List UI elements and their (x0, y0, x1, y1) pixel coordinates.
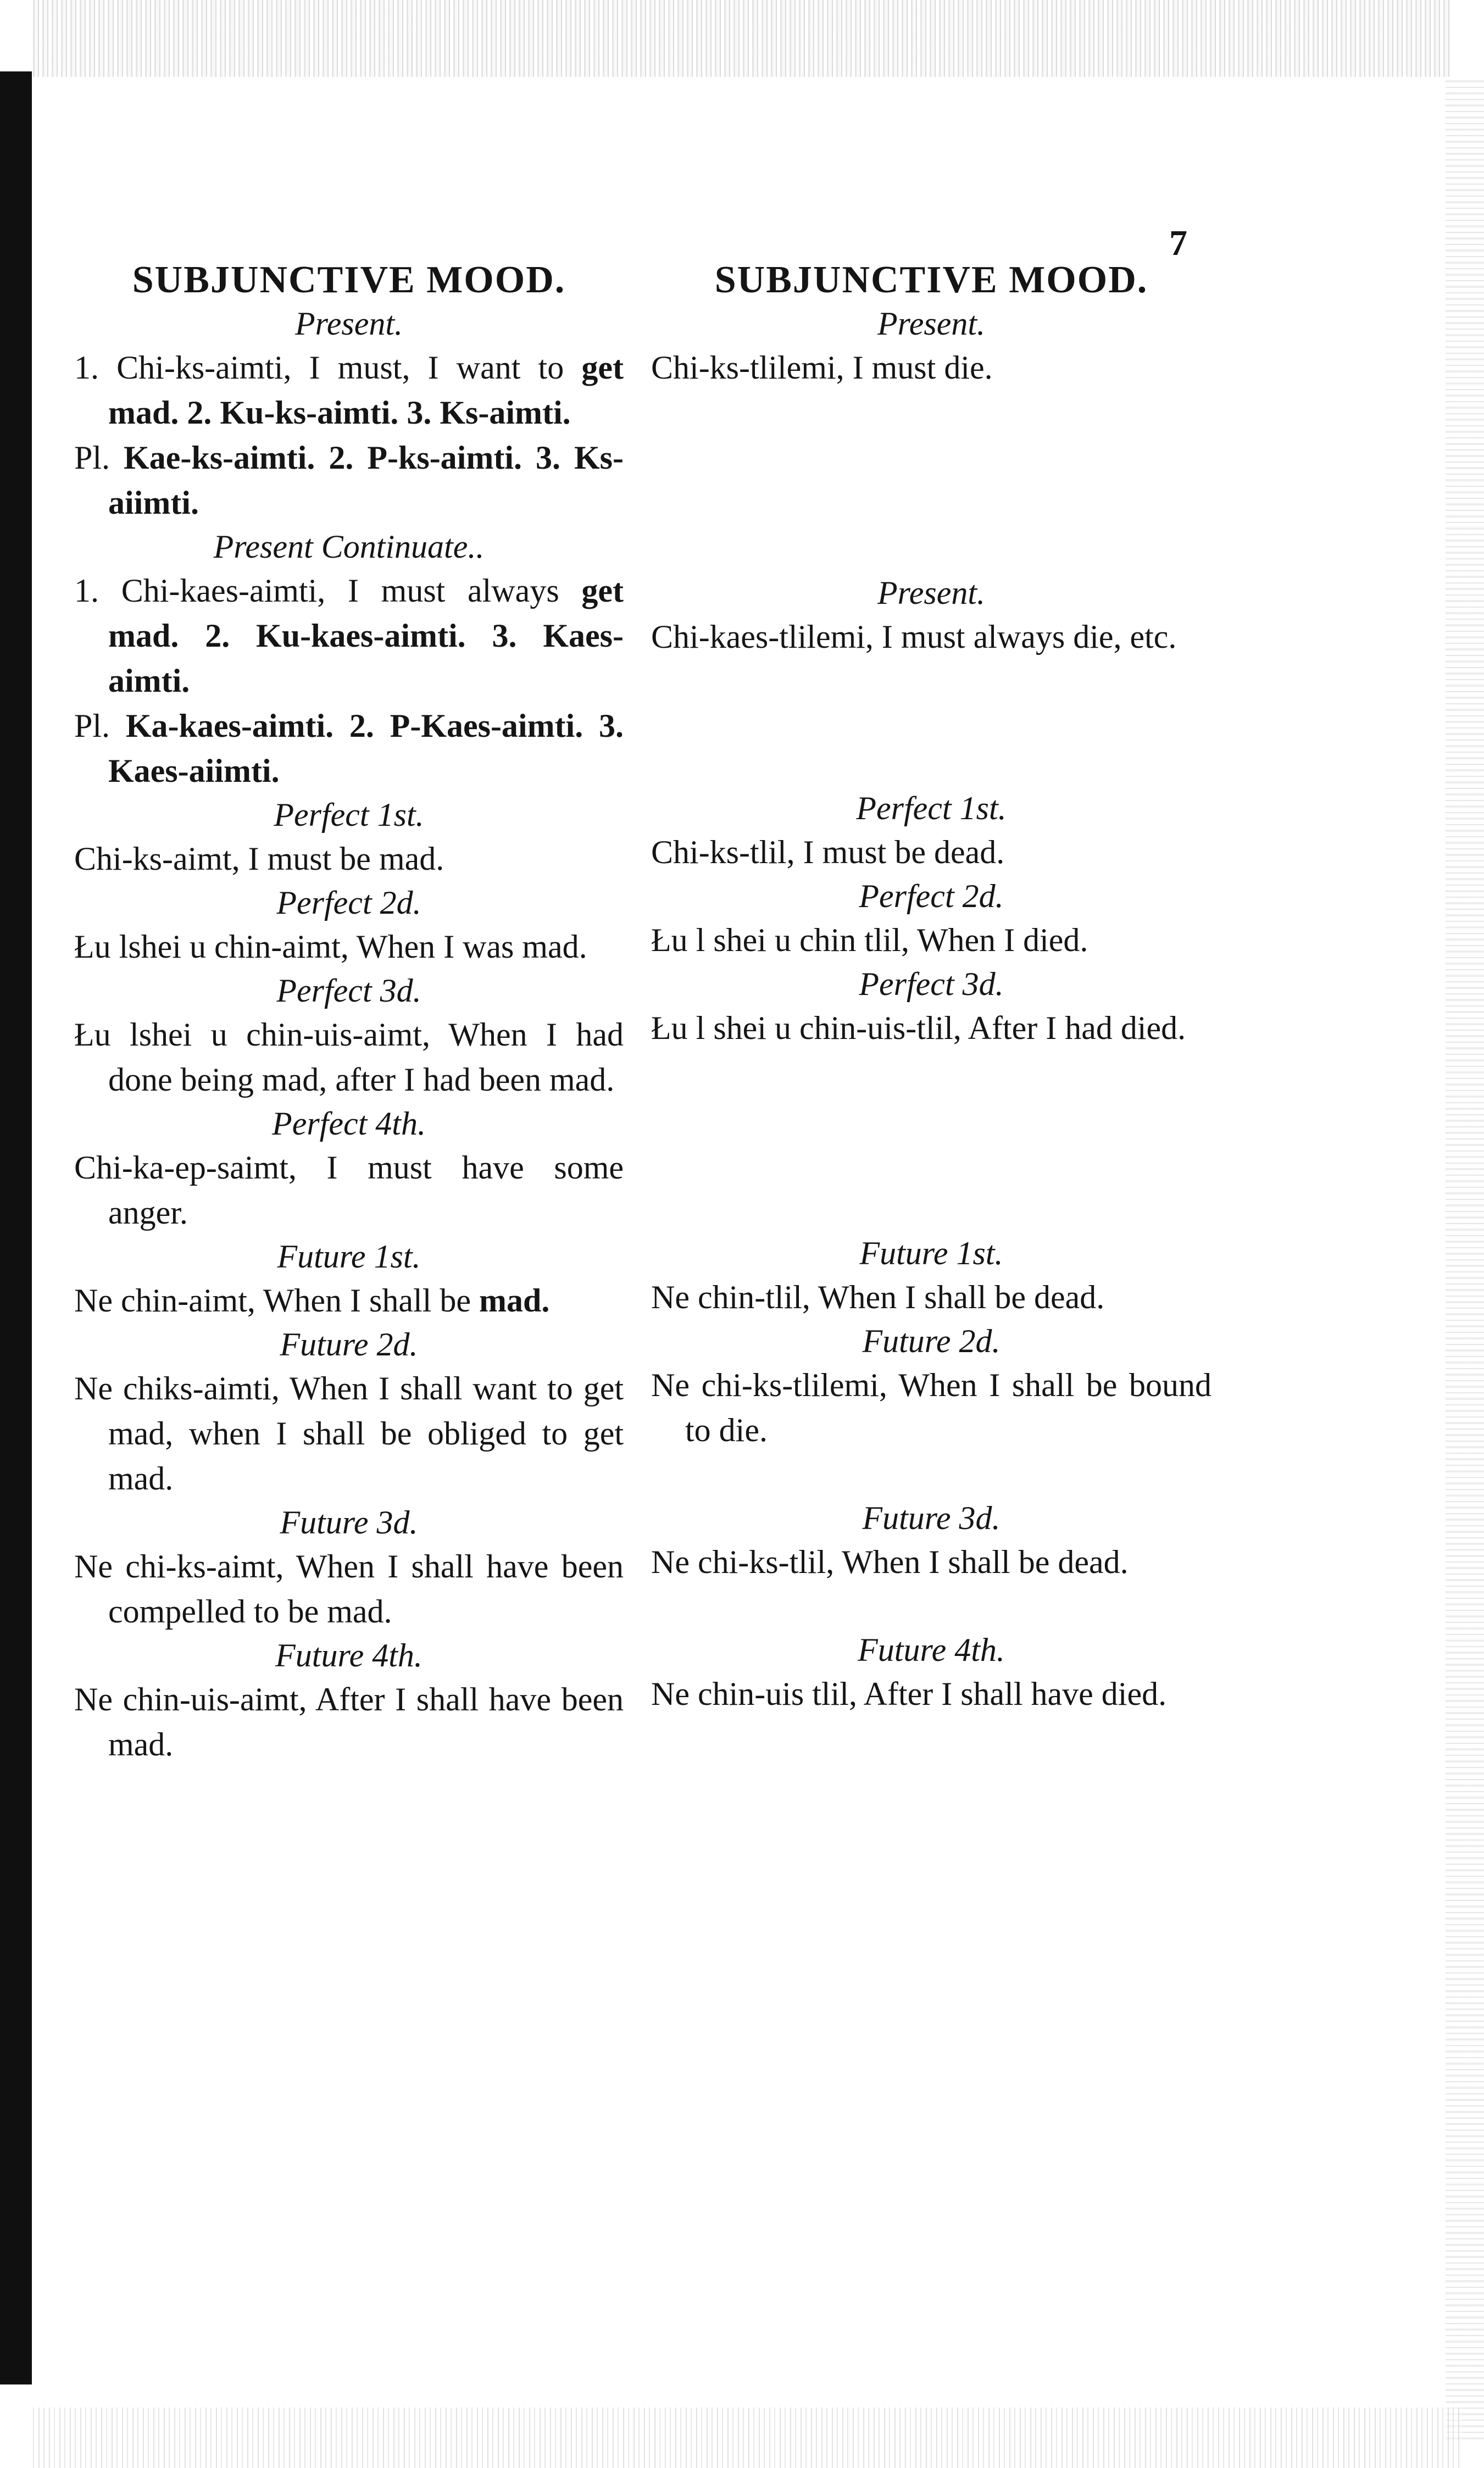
conjugation-entry: Ne chin-uis-aimt, After I shall have been mad. (74, 1681, 624, 1763)
section-heading: Perfect 3d. (859, 966, 1004, 1002)
section-heading: Perfect 4th. (272, 1105, 426, 1142)
binding-edge (0, 71, 32, 2384)
section-heading: Perfect 3d. (276, 972, 421, 1009)
section-heading: Perfect 1st. (274, 797, 424, 833)
spacer (651, 1050, 1211, 1232)
conjugation-entry: Łu lshei u chin-uis-aimt, When I had done being mad, after I had been mad. (74, 1016, 624, 1098)
section-heading: Future 2d. (862, 1323, 1001, 1359)
conjugation-entry: Chi-ks-tlil, I must be dead. (651, 834, 1005, 870)
spacer (651, 659, 1211, 787)
section-heading: Future 3d. (862, 1500, 1001, 1536)
section-heading: Present. (877, 575, 986, 611)
section-heading: Present Continuate.. (213, 529, 485, 565)
scan-noise-right (1446, 77, 1484, 2439)
section-heading: Perfect 2d. (276, 885, 421, 921)
spacer (651, 1585, 1211, 1628)
section-heading: Future 1st. (859, 1235, 1003, 1271)
conjugation-entry: Chi-kaes-tlilemi, I must always die, etc. (651, 619, 1177, 655)
conjugation-entry: Pl. Ka-kaes-aimti. 2. P-Kaes-aimti. 3. Kaes-aiimti. (74, 708, 624, 789)
conjugation-entry: Pl. Kae-ks-aimti. 2. P-ks-aimti. 3. Ks-aiimti. (74, 440, 624, 521)
left-column (74, 258, 624, 1767)
conjugation-entry: Ne chin-tlil, When I shall be dead. (651, 1279, 1105, 1315)
spacer (651, 1453, 1211, 1497)
section-heading: Future 1st. (277, 1238, 421, 1275)
section-heading: Perfect 1st. (856, 790, 1007, 826)
scan-noise-top (33, 0, 1450, 77)
spacer (651, 390, 1211, 571)
right-column (651, 258, 1211, 1716)
scan-noise-bottom (33, 2408, 1461, 2468)
conjugation-entry: Ne chi-ks-aimt, When I shall have been compelled to be mad. (74, 1548, 624, 1630)
conjugation-entry: 1. Chi-kaes-aimti, I must always get mad. 2. Ku-kaes-aimti. 3. Kaes-aimti. (74, 572, 624, 699)
section-heading: Future 3d. (280, 1504, 418, 1541)
conjugation-entry: 1. Chi-ks-aimti, I must, I want to get mad. 2. Ku-ks-aimti. 3. Ks-aimti. (74, 349, 624, 431)
conjugation-entry: Chi-ks-aimt, I must be mad. (74, 841, 444, 877)
conjugation-entry: Ne chi-ks-tlil, When I shall be dead. (651, 1544, 1129, 1580)
section-heading: Present. (877, 305, 986, 342)
conjugation-entry: Ne chin-uis tlil, After I shall have died. (651, 1676, 1167, 1712)
page-number: 7 (1169, 223, 1187, 263)
left-column-title: SUBJUNCTIVE MOOD. (132, 259, 566, 301)
section-heading: Present. (294, 305, 403, 342)
section-heading: Future 2d. (280, 1326, 418, 1363)
section-heading: Future 4th. (275, 1637, 423, 1674)
conjugation-entry: Chi-ka-ep-saimt, I must have some anger. (74, 1149, 624, 1231)
conjugation-entry: Ne chiks-aimti, When I shall want to get mad, when I shall be obliged to get mad. (74, 1370, 624, 1497)
conjugation-entry: Łu l shei u chin tlil, When I died. (651, 922, 1088, 958)
section-heading: Perfect 2d. (859, 878, 1004, 914)
conjugation-entry: Ne chi-ks-tlilemi, When I shall be bound to die. (651, 1367, 1211, 1448)
conjugation-entry: Ne chin-aimt, When I shall be mad. (74, 1282, 550, 1319)
right-column-title: SUBJUNCTIVE MOOD. (714, 259, 1148, 301)
conjugation-entry: Chi-ks-tlilemi, I must die. (651, 349, 993, 386)
section-heading: Future 4th. (858, 1632, 1005, 1668)
conjugation-entry: Łu l shei u chin-uis-tlil, After I had died. (651, 1010, 1186, 1046)
conjugation-entry: Łu lshei u chin-aimt, When I was mad. (74, 929, 587, 965)
